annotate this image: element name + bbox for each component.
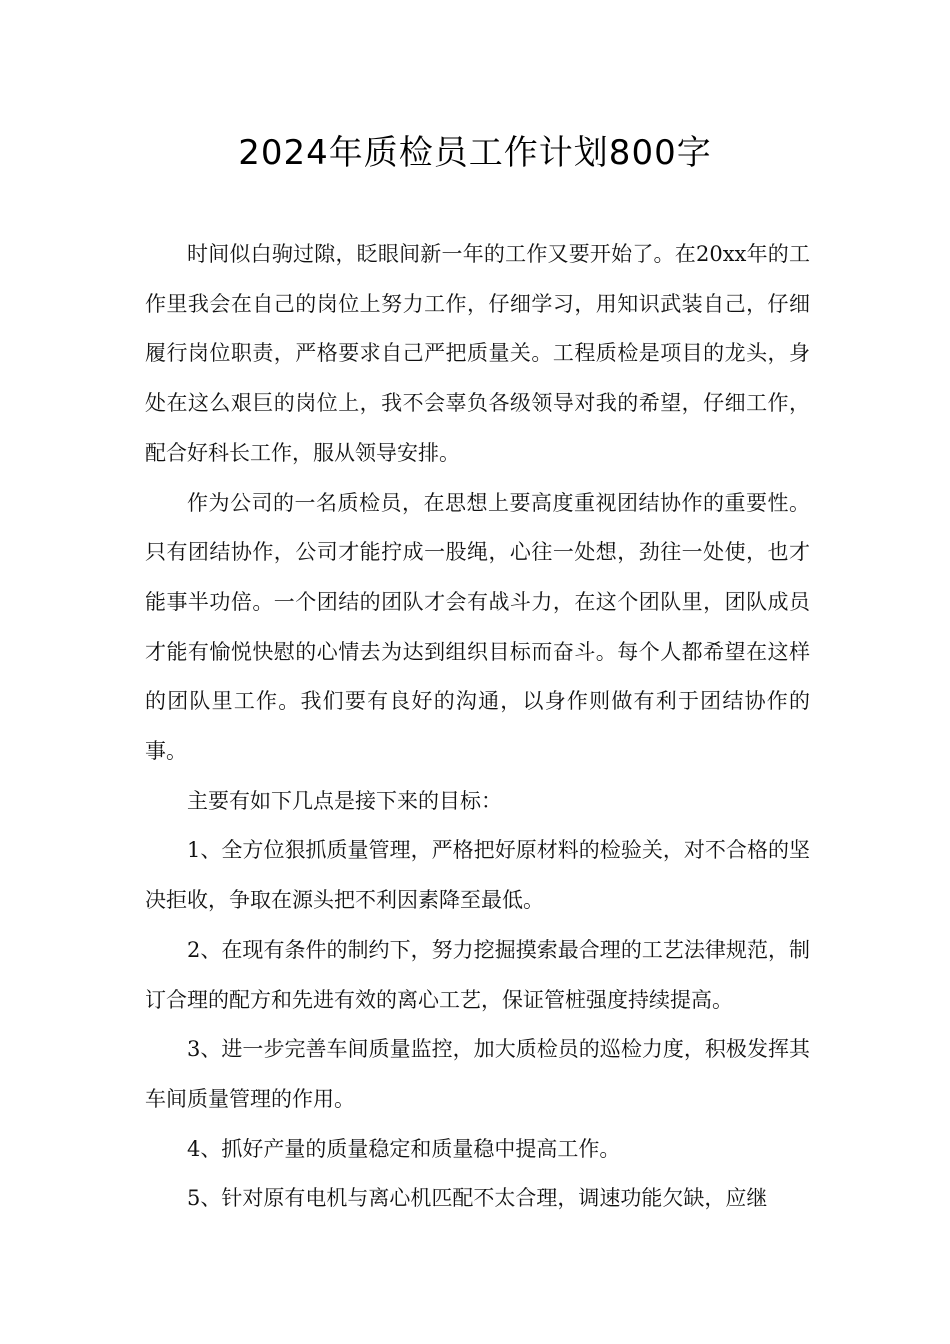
document-body xyxy=(145,230,810,1224)
paragraph-teamwork: 作为公司的一名质检员，在思想上要高度重视团结协作的重要性。只有团结协作，公司才能拧成一股绳，心往一处想，劲往一处使，也才能事半功倍。一个团结的团队才会有战斗力，在这个团队里，团队成员才能有愉悦快慰的心情去为达到组织目标而奋斗。每个人都希望在这样的团队里工作。我们要有良好的沟通，以身作则做有利于团结协作的事。 xyxy=(145,490,810,764)
paragraph-goals-heading: 主要有如下几点是接下来的目标： xyxy=(187,788,502,813)
goal-item-3: 3、进一步完善车间质量监控，加大质检员的巡检力度，积极发挥其车间质量管理的作用。 xyxy=(145,1037,810,1111)
document-title: 2024年质检员工作计划800字 xyxy=(238,133,712,173)
paragraph-intro: 时间似白驹过隙，眨眼间新一年的工作又要开始了。在20xx年的工作里我会在自己的岗位上努力工作，仔细学习，用知识武装自己，仔细履行岗位职责，严格要求自己严把质量关。工程质检是项目的龙头，身处在这么艰巨的岗位上，我不会辜负各级领导对我的希望，仔细工作，配合好科长工作，服从领导安排。 xyxy=(145,242,810,465)
goal-item-2: 2、在现有条件的制约下，努力挖掘摸索最合理的工艺法律规范，制订合理的配方和先进有效的离心工艺，保证管桩强度持续提高。 xyxy=(145,937,810,1012)
goal-item-1: 1、全方位狠抓质量管理，严格把好原材料的检验关，对不合格的坚决拒收，争取在源头把不利因素降至最低。 xyxy=(145,838,810,913)
goal-item-4: 4、抓好产量的质量稳定和质量稳中提高工作。 xyxy=(187,1136,621,1161)
goal-item-5: 5、针对原有电机与离心机匹配不太合理，调速功能欠缺，应继 xyxy=(187,1186,768,1211)
